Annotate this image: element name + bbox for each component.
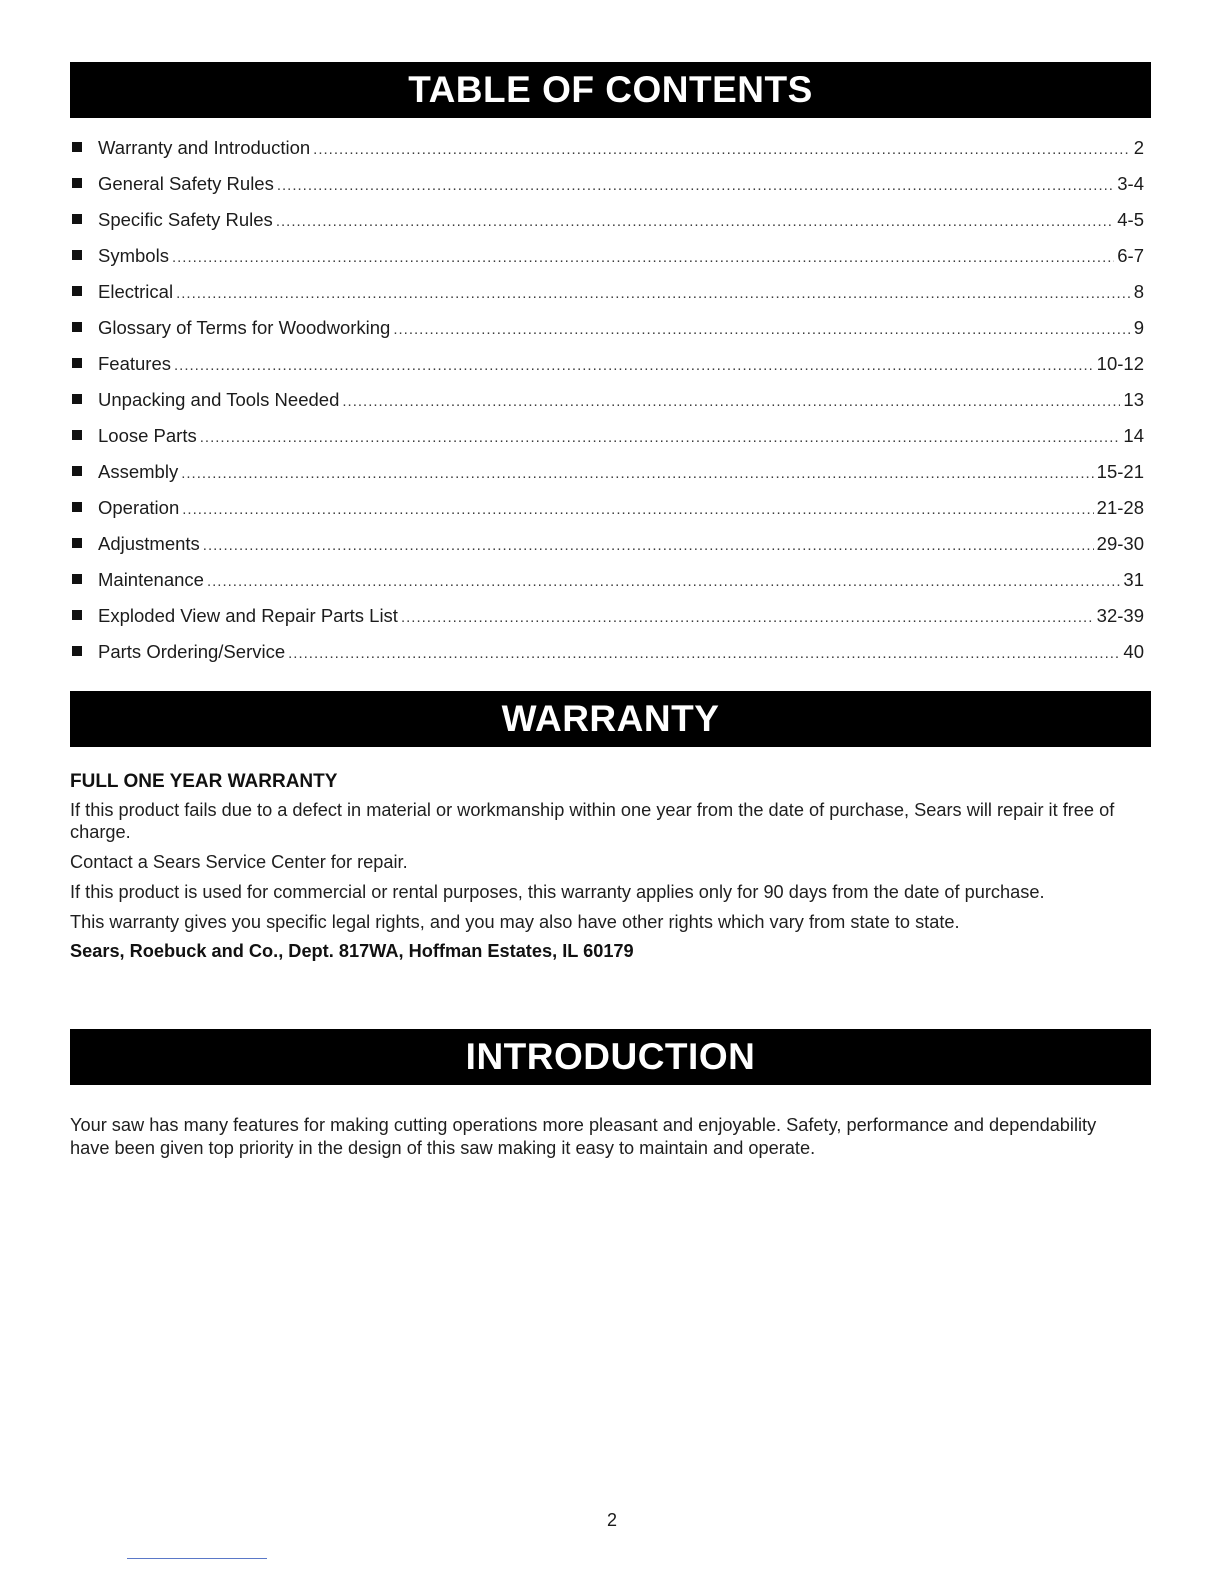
table-of-contents [72, 137, 1144, 677]
toc-item[interactable] [72, 425, 1144, 461]
toc-item-label: Symbols [98, 245, 169, 266]
warranty-paragraph: This warranty gives you specific legal rights, and you may also have other rights which vary from state to state. [70, 912, 960, 932]
toc-item-label: Specific Safety Rules [98, 209, 273, 230]
toc-item-label: Warranty and Introduction [98, 137, 311, 158]
toc-item-label: Maintenance [98, 569, 204, 590]
warranty-paragraph: If this product is used for commercial or rental purposes, this warranty applies only for 90 days from the date of purchase. [70, 882, 1045, 902]
toc-dot-leader [200, 429, 1121, 446]
square-bullet-icon [72, 610, 82, 620]
square-bullet-icon [72, 142, 82, 152]
toc-dot-leader [401, 609, 1094, 626]
toc-item[interactable] [72, 461, 1144, 497]
toc-item-page: 9 [1133, 317, 1144, 338]
toc-banner-title: TABLE OF CONTENTS [70, 62, 1151, 118]
toc-item-page: 31 [1123, 569, 1144, 590]
toc-item-label: Adjustments [98, 533, 200, 554]
toc-dot-leader [176, 285, 1131, 302]
toc-item-label: Exploded View and Repair Parts List [98, 605, 398, 626]
square-bullet-icon [72, 358, 82, 368]
toc-item-page: 32-39 [1096, 605, 1144, 626]
toc-item-page: 29-30 [1096, 533, 1144, 554]
toc-item-page: 6-7 [1117, 245, 1144, 266]
square-bullet-icon [72, 322, 82, 332]
square-bullet-icon [72, 178, 82, 188]
toc-item-label: General Safety Rules [98, 173, 274, 194]
toc-dot-leader [207, 573, 1120, 590]
toc-dot-leader [174, 357, 1094, 374]
warranty-paragraph: Contact a Sears Service Center for repair. [70, 852, 408, 872]
toc-item[interactable] [72, 245, 1144, 281]
toc-dot-leader [393, 321, 1130, 338]
square-bullet-icon [72, 502, 82, 512]
toc-item-label: Features [98, 353, 172, 374]
toc-item-page: 3-4 [1117, 173, 1144, 194]
toc-item[interactable] [72, 173, 1144, 209]
square-bullet-icon [72, 250, 82, 260]
warranty-subheading: FULL ONE YEAR WARRANTY [70, 771, 338, 792]
warranty-address: Sears, Roebuck and Co., Dept. 817WA, Hoffman Estates, IL 60179 [70, 941, 634, 961]
toc-item-label: Glossary of Terms for Woodworking [98, 317, 391, 338]
toc-dot-leader [288, 645, 1120, 662]
toc-item-label: Operation [98, 497, 180, 518]
toc-item[interactable] [72, 641, 1144, 677]
introduction-banner-title: INTRODUCTION [70, 1029, 1151, 1085]
toc-item-label: Unpacking and Tools Needed [98, 389, 340, 410]
introduction-paragraph: Your saw has many features for making cutting operations more pleasant and enjoyable. Safety, performance and dependability have been given top priority in the design of this saw making it easy to maintain and operate. [70, 1115, 1097, 1158]
toc-item-page: 2 [1133, 137, 1144, 158]
page-number: 2 [606, 1510, 617, 1530]
toc-item-page: 14 [1123, 425, 1144, 446]
square-bullet-icon [72, 646, 82, 656]
toc-item-page: 8 [1133, 281, 1144, 302]
toc-item[interactable] [72, 605, 1144, 641]
toc-item-label: Electrical [98, 281, 174, 302]
toc-dot-leader [203, 537, 1094, 554]
toc-item[interactable] [72, 281, 1144, 317]
warranty-paragraph: If this product fails due to a defect in material or workmanship within one year from the date of purchase, Sears will repair it free of charge. [70, 800, 1115, 842]
square-bullet-icon [72, 538, 82, 548]
toc-dot-leader [181, 465, 1093, 482]
toc-item[interactable] [72, 137, 1144, 173]
toc-item[interactable] [72, 533, 1144, 569]
toc-item-page: 15-21 [1096, 461, 1144, 482]
square-bullet-icon [72, 466, 82, 476]
square-bullet-icon [72, 286, 82, 296]
toc-item-label: Parts Ordering/Service [98, 641, 286, 662]
footer-divider [127, 1558, 267, 1559]
toc-item[interactable] [72, 317, 1144, 353]
square-bullet-icon [72, 430, 82, 440]
toc-item[interactable] [72, 209, 1144, 245]
toc-item[interactable] [72, 497, 1144, 533]
warranty-banner-title: WARRANTY [70, 691, 1151, 747]
toc-dot-leader [276, 213, 1114, 230]
toc-item[interactable] [72, 353, 1144, 389]
toc-item-label: Assembly [98, 461, 179, 482]
square-bullet-icon [72, 394, 82, 404]
toc-dot-leader [277, 177, 1114, 194]
toc-item-label: Loose Parts [98, 425, 197, 446]
toc-item-page: 21-28 [1096, 497, 1144, 518]
toc-dot-leader [342, 393, 1120, 410]
toc-dot-leader [182, 501, 1093, 518]
warranty-section [70, 771, 1140, 962]
toc-dot-leader [172, 249, 1114, 266]
toc-item-page: 13 [1123, 389, 1144, 410]
toc-item-page: 40 [1123, 641, 1144, 662]
toc-item-page: 4-5 [1117, 209, 1144, 230]
square-bullet-icon [72, 574, 82, 584]
toc-item[interactable] [72, 569, 1144, 605]
square-bullet-icon [72, 214, 82, 224]
toc-dot-leader [313, 141, 1131, 158]
toc-item-page: 10-12 [1096, 353, 1144, 374]
toc-item[interactable] [72, 389, 1144, 425]
